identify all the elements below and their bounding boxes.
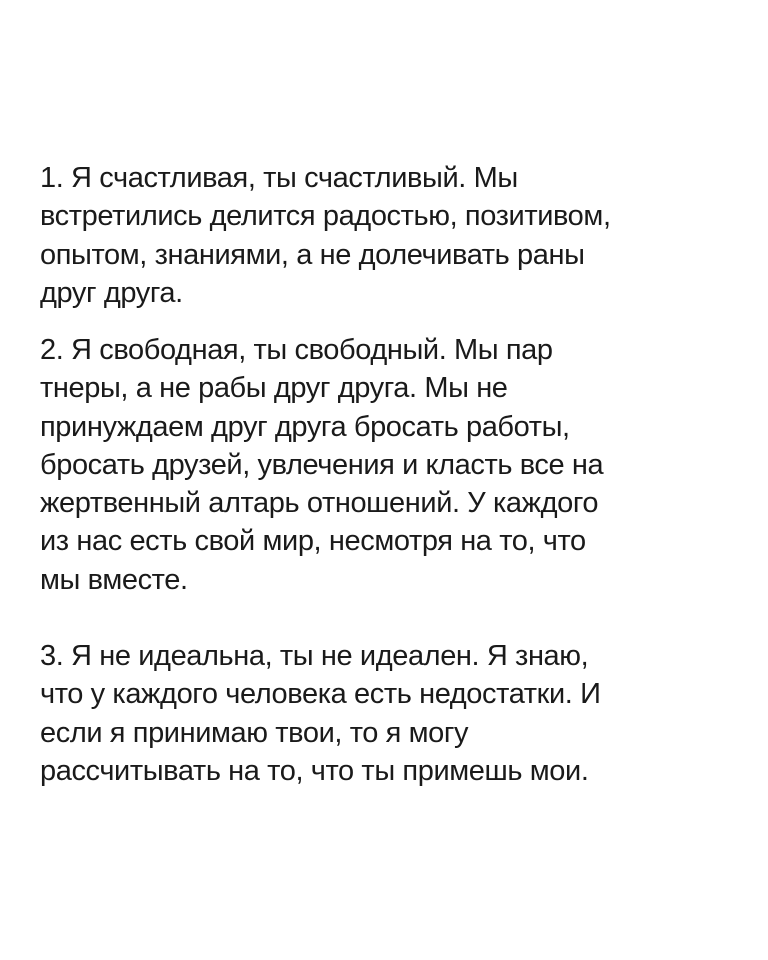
text-line: рассчитывать на то, что ты примешь мои. [40, 754, 589, 787]
paragraph-3 [40, 637, 740, 790]
text-line: из нас есть свой мир, несмотря на то, что [40, 525, 586, 558]
text-line: если я принимаю твои, то я могу [40, 716, 469, 749]
text-line: встретились делится радостью, позитивом, [40, 200, 611, 233]
text-line: опытом, знаниями, а не долечивать раны [40, 238, 585, 271]
text-line: 1. Я счастливая, ты счастливый. Мы [40, 162, 518, 194]
text-line: принуждаем друг друга бросать работы, [40, 410, 570, 443]
paragraph-1 [40, 159, 740, 312]
text-line: тнеры, а не рабы друг друга. Мы не [40, 372, 508, 405]
paragraph-2 [40, 331, 740, 599]
text-line: что у каждого человека есть недостатки. И [40, 678, 601, 711]
text-line: жертвенный алтарь отношений. У каждого [40, 487, 599, 520]
text-line: 2. Я свободная, ты свободный. Мы пар [40, 334, 553, 366]
text-line: мы вместе. [40, 563, 188, 596]
text-line: бросать друзей, увлечения и класть все на [40, 448, 604, 481]
text-line: друг друга. [40, 276, 183, 309]
text-line: 3. Я не идеальна, ты не идеален. Я знаю, [40, 640, 589, 672]
